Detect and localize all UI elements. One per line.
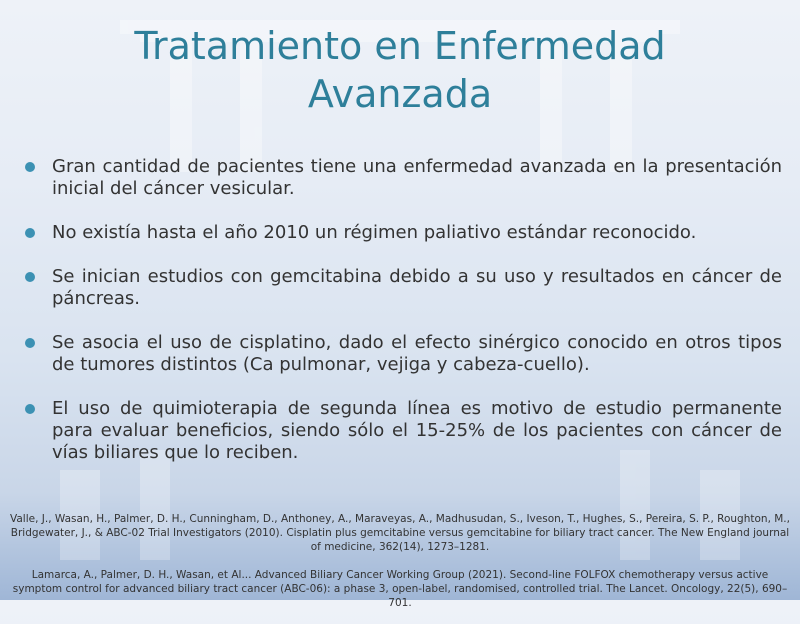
slide-title-line-2: Avanzada <box>307 72 493 116</box>
bullet-text: Gran cantidad de pacientes tiene una enfermedad avanzada en la presentación inicial del cáncer vesicular. <box>52 156 782 199</box>
bullet-item <box>22 156 782 200</box>
reference-item: Valle, J., Wasan, H., Palmer, D. H., Cunningham, D., Anthoney, A., Maraveyas, A., Madhusudan, S., Iveson, T., Hughes, S., Pereira, S. P., Roughton, M., Bridgewater, J., & ABC-02 Trial Investigators (2010). Cisplatin plus gemcitabine versus gemcitabine for biliary tract cancer. The New England journal of medicine, 362(14), 1273–1281. <box>10 513 790 553</box>
bullet-item <box>22 222 782 244</box>
references <box>10 512 790 624</box>
bullet-item <box>22 398 782 464</box>
bullet-text: Se inician estudios con gemcitabina debido a su uso y resultados en cáncer de páncreas. <box>52 266 782 309</box>
bullet-item <box>22 332 782 376</box>
bullet-text: Se asocia el uso de cisplatino, dado el efecto sinérgico conocido en otros tipos de tumores distintos (Ca pulmonar, vejiga y cabeza-cuello). <box>52 332 782 375</box>
bullet-dot-icon <box>25 228 35 238</box>
reference-item: Lamarca, A., Palmer, D. H., Wasan, et Al... Advanced Biliary Cancer Working Group (2021). Second-line FOLFOX chemotherapy versus active symptom control for advanced biliary tract cancer (ABC-06): a phase 3, open-label, randomised, controlled trial. The Lancet. Oncology, 22(5), 690–701. <box>12 569 788 609</box>
slide-title <box>60 22 740 118</box>
bullet-dot-icon <box>25 162 35 172</box>
bullet-list <box>22 156 782 486</box>
slide-title-line-1: Tratamiento en Enfermedad <box>134 24 666 68</box>
bullet-dot-icon <box>25 338 35 348</box>
bullet-text: No existía hasta el año 2010 un régimen paliativo estándar reconocido. <box>52 222 697 243</box>
bullet-item <box>22 266 782 310</box>
bullet-dot-icon <box>25 404 35 414</box>
bullet-dot-icon <box>25 272 35 282</box>
bullet-text: El uso de quimioterapia de segunda línea es motivo de estudio permanente para evaluar beneficios, siendo sólo el 15-25% de los pacientes con cáncer de vías biliares que lo reciben. <box>52 398 782 463</box>
